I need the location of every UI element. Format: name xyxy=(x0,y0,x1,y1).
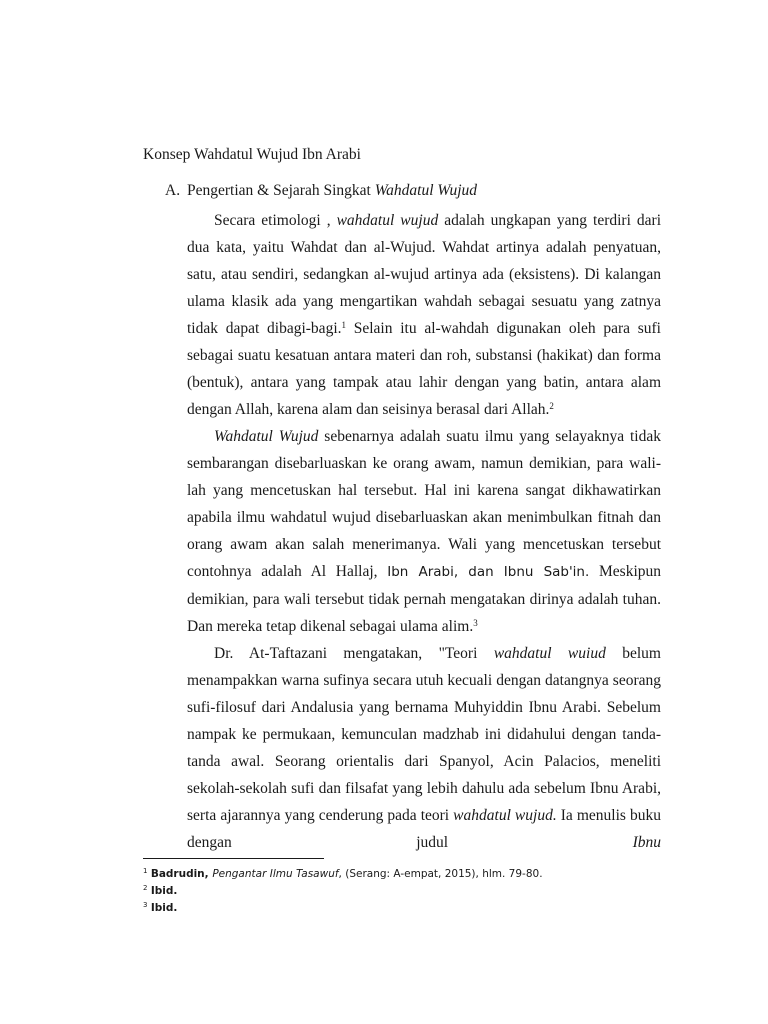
paragraph-3-italic-term: wahdatul wuiud xyxy=(493,645,606,662)
footnote-separator xyxy=(143,858,324,859)
footnote-number: 3 xyxy=(143,901,148,909)
footnote-text: Ibid. xyxy=(150,902,178,914)
document-title: Konsep Wahdatul Wujud Ibn Arabi xyxy=(143,146,361,163)
paragraph-3-text: Dr. At-Taftazani mengatakan, "Teori xyxy=(214,645,494,662)
paragraph-3 xyxy=(187,640,661,856)
footnotes xyxy=(143,866,543,917)
paragraph-3-italic-term: Ibnu xyxy=(632,834,661,851)
footnote-author: Badrudin, xyxy=(150,868,213,880)
footnote-book-title: Pengantar Ilmu Tasawuf xyxy=(212,868,339,880)
footnote-text: Ibid. xyxy=(150,885,178,897)
footnote-ref-3[interactable]: 3 xyxy=(473,618,478,628)
footnote-citation: , (Serang: A-empat, 2015), hlm. 79-80. xyxy=(338,868,543,880)
paragraph-1-text: Secara etimologi , xyxy=(214,212,337,229)
footnote-number: 1 xyxy=(143,867,148,875)
footnote-ref-1[interactable]: 1 xyxy=(341,320,346,330)
section-heading xyxy=(165,182,477,200)
paragraph-1 xyxy=(187,207,661,423)
footnote-1 xyxy=(143,866,543,883)
paragraph-1-text: adalah ungkapan yang terdiri dari dua kata, yaitu Wahdat dan al-Wujud. Wahdat artinya adalah penyatuan, satu, atau sendiri, sedangkan al-wujud artinya ada (eksistens). Di kalangan ulama klasik ada yang mengartikan wahdah sebagai sesuatu yang zatnya tidak dapat dibagi-bagi. xyxy=(187,212,661,337)
paragraph-2-names: Ibn Arabi, dan Ibnu Sab'in. xyxy=(387,564,590,580)
footnote-number: 2 xyxy=(143,884,148,892)
section-heading-text: Pengertian & Sejarah Singkat xyxy=(187,182,375,199)
paragraph-1-italic-term: wahdatul wujud xyxy=(336,212,439,229)
section-heading-italic: Wahdatul Wujud xyxy=(374,182,478,199)
paragraph-1-text: Selain itu al-wahdah digunakan oleh para sufi sebagai suatu kesatuan antara materi dan roh, substansi (hakikat) dan forma (bentuk), antara yang tampak atau lahir dengan yang batin, antara alam dengan Allah, karena alam dan seisinya berasal dari Allah. xyxy=(187,320,661,418)
paragraph-2-text: Meskipun demikian, para wali tersebut tidak pernah mengatakan dirinya adalah tuhan. Dan mereka tetap dikenal sebagai ulama alim. xyxy=(187,563,662,635)
paragraph-2 xyxy=(187,423,661,640)
paragraph-3-text: Ia menulis buku dengan judul xyxy=(187,807,661,851)
paragraph-2-italic-term: Wahdatul Wujud xyxy=(214,428,319,445)
footnote-ref-2[interactable]: 2 xyxy=(549,401,554,411)
footnote-3 xyxy=(143,900,543,917)
paragraph-3-text: belum menampakkan warna sufinya secara utuh kecuali dengan datangnya seorang sufi-filosuf dari Andalusia yang bernama Muhyiddin Ibnu Arabi. Sebelum nampak ke permukaan, kemunculan madzhab ini didahului dengan tanda-tanda awal. Seorang orientalis dari Spanyol, Acin Palacios, meneliti sekolah-sekolah sufi dan filsafat yang lebih dahulu ada sebelum Ibnu Arabi, serta ajarannya yang cenderung pada teori xyxy=(187,645,661,824)
paragraph-2-text: sebenarnya adalah suatu ilmu yang selayaknya tidak sembarangan disebarluaskan ke orang awam, namun demikian, para wali-lah yang mencetuskan hal tersebut. Hal ini karena sangat dikhawatirkan apabila ilmu wahdatul wujud disebarluaskan akan menimbulkan fitnah dan orang awam akan salah menerimanya. Wali yang mencetuskan tersebut contohnya adalah Al Hallaj, xyxy=(187,428,661,580)
section-marker: A. xyxy=(165,182,181,199)
paragraph-3-italic-term: wahdatul wujud. xyxy=(453,807,557,824)
body-text xyxy=(187,207,661,856)
footnote-2 xyxy=(143,883,543,900)
